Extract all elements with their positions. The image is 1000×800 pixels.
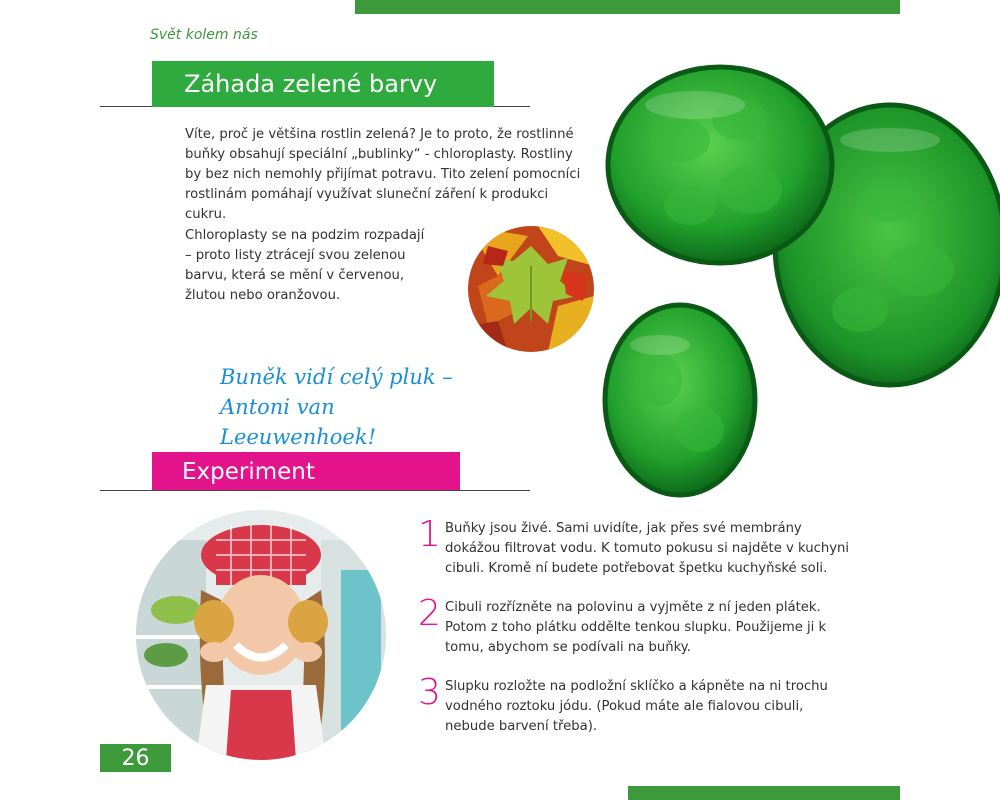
step-number: 3 [418,672,441,713]
section-title: Záhada zelené barvy [152,61,494,107]
page-number: 26 [100,744,171,772]
step-text: Buňky jsou živé. Sami uvidíte, jak přes své membrány dokážou filtrovat vodu. K tomuto pokusu si najděte v kuchyni cibuli. Kromě ní budete potřebovat špetku kuchyňské soli. [445,521,850,576]
experiment-title: Experiment [152,452,460,490]
step-number: 1 [418,514,441,555]
step-text: Slupku rozložte na podložní sklíčko a kápněte na ni trochu vodného roztoku jódu. (Pokud máte ale fialovou cibuli, nebude barvení třeba). [445,679,828,734]
step-number: 2 [418,593,441,634]
quote-line-2: Antoni van Leeuwenhoek! [220,395,377,449]
section-label: Svět kolem nás [150,27,258,43]
quote-line-1: Buněk vidí celý pluk – [220,365,453,389]
plant-cells-image [600,30,1000,510]
experiment-rule [100,490,530,491]
quote [220,362,480,452]
autumn-paragraph: Chloroplasty se na podzim rozpadají – proto listy ztrácejí svou zelenou barvu, která se mění v červenou, žlutou nebo oranžovou. [185,228,425,303]
girl-with-onions-image [136,510,386,760]
autumn-leaves-image [468,226,594,352]
top-accent-bar [355,0,900,14]
bottom-accent-bar [628,786,900,800]
step-text: Cibuli rozřízněte na polovinu a vyjměte z ní jeden plátek. Potom z toho plátku oddělte tenkou slupku. Použijeme ji k tomu, abychom se podívali na buňky. [445,600,827,655]
intro-paragraph: Víte, proč je většina rostlin zelená? Je to proto, že rostlinné buňky obsahují speciální „bublinky“ - chloroplasty. Rostliny by bez nich nemohly přijímat potravu. Tito zelení pomocníci rostlinám pomáhají využívat sluneční záření k produkci cukru. [185,127,581,222]
